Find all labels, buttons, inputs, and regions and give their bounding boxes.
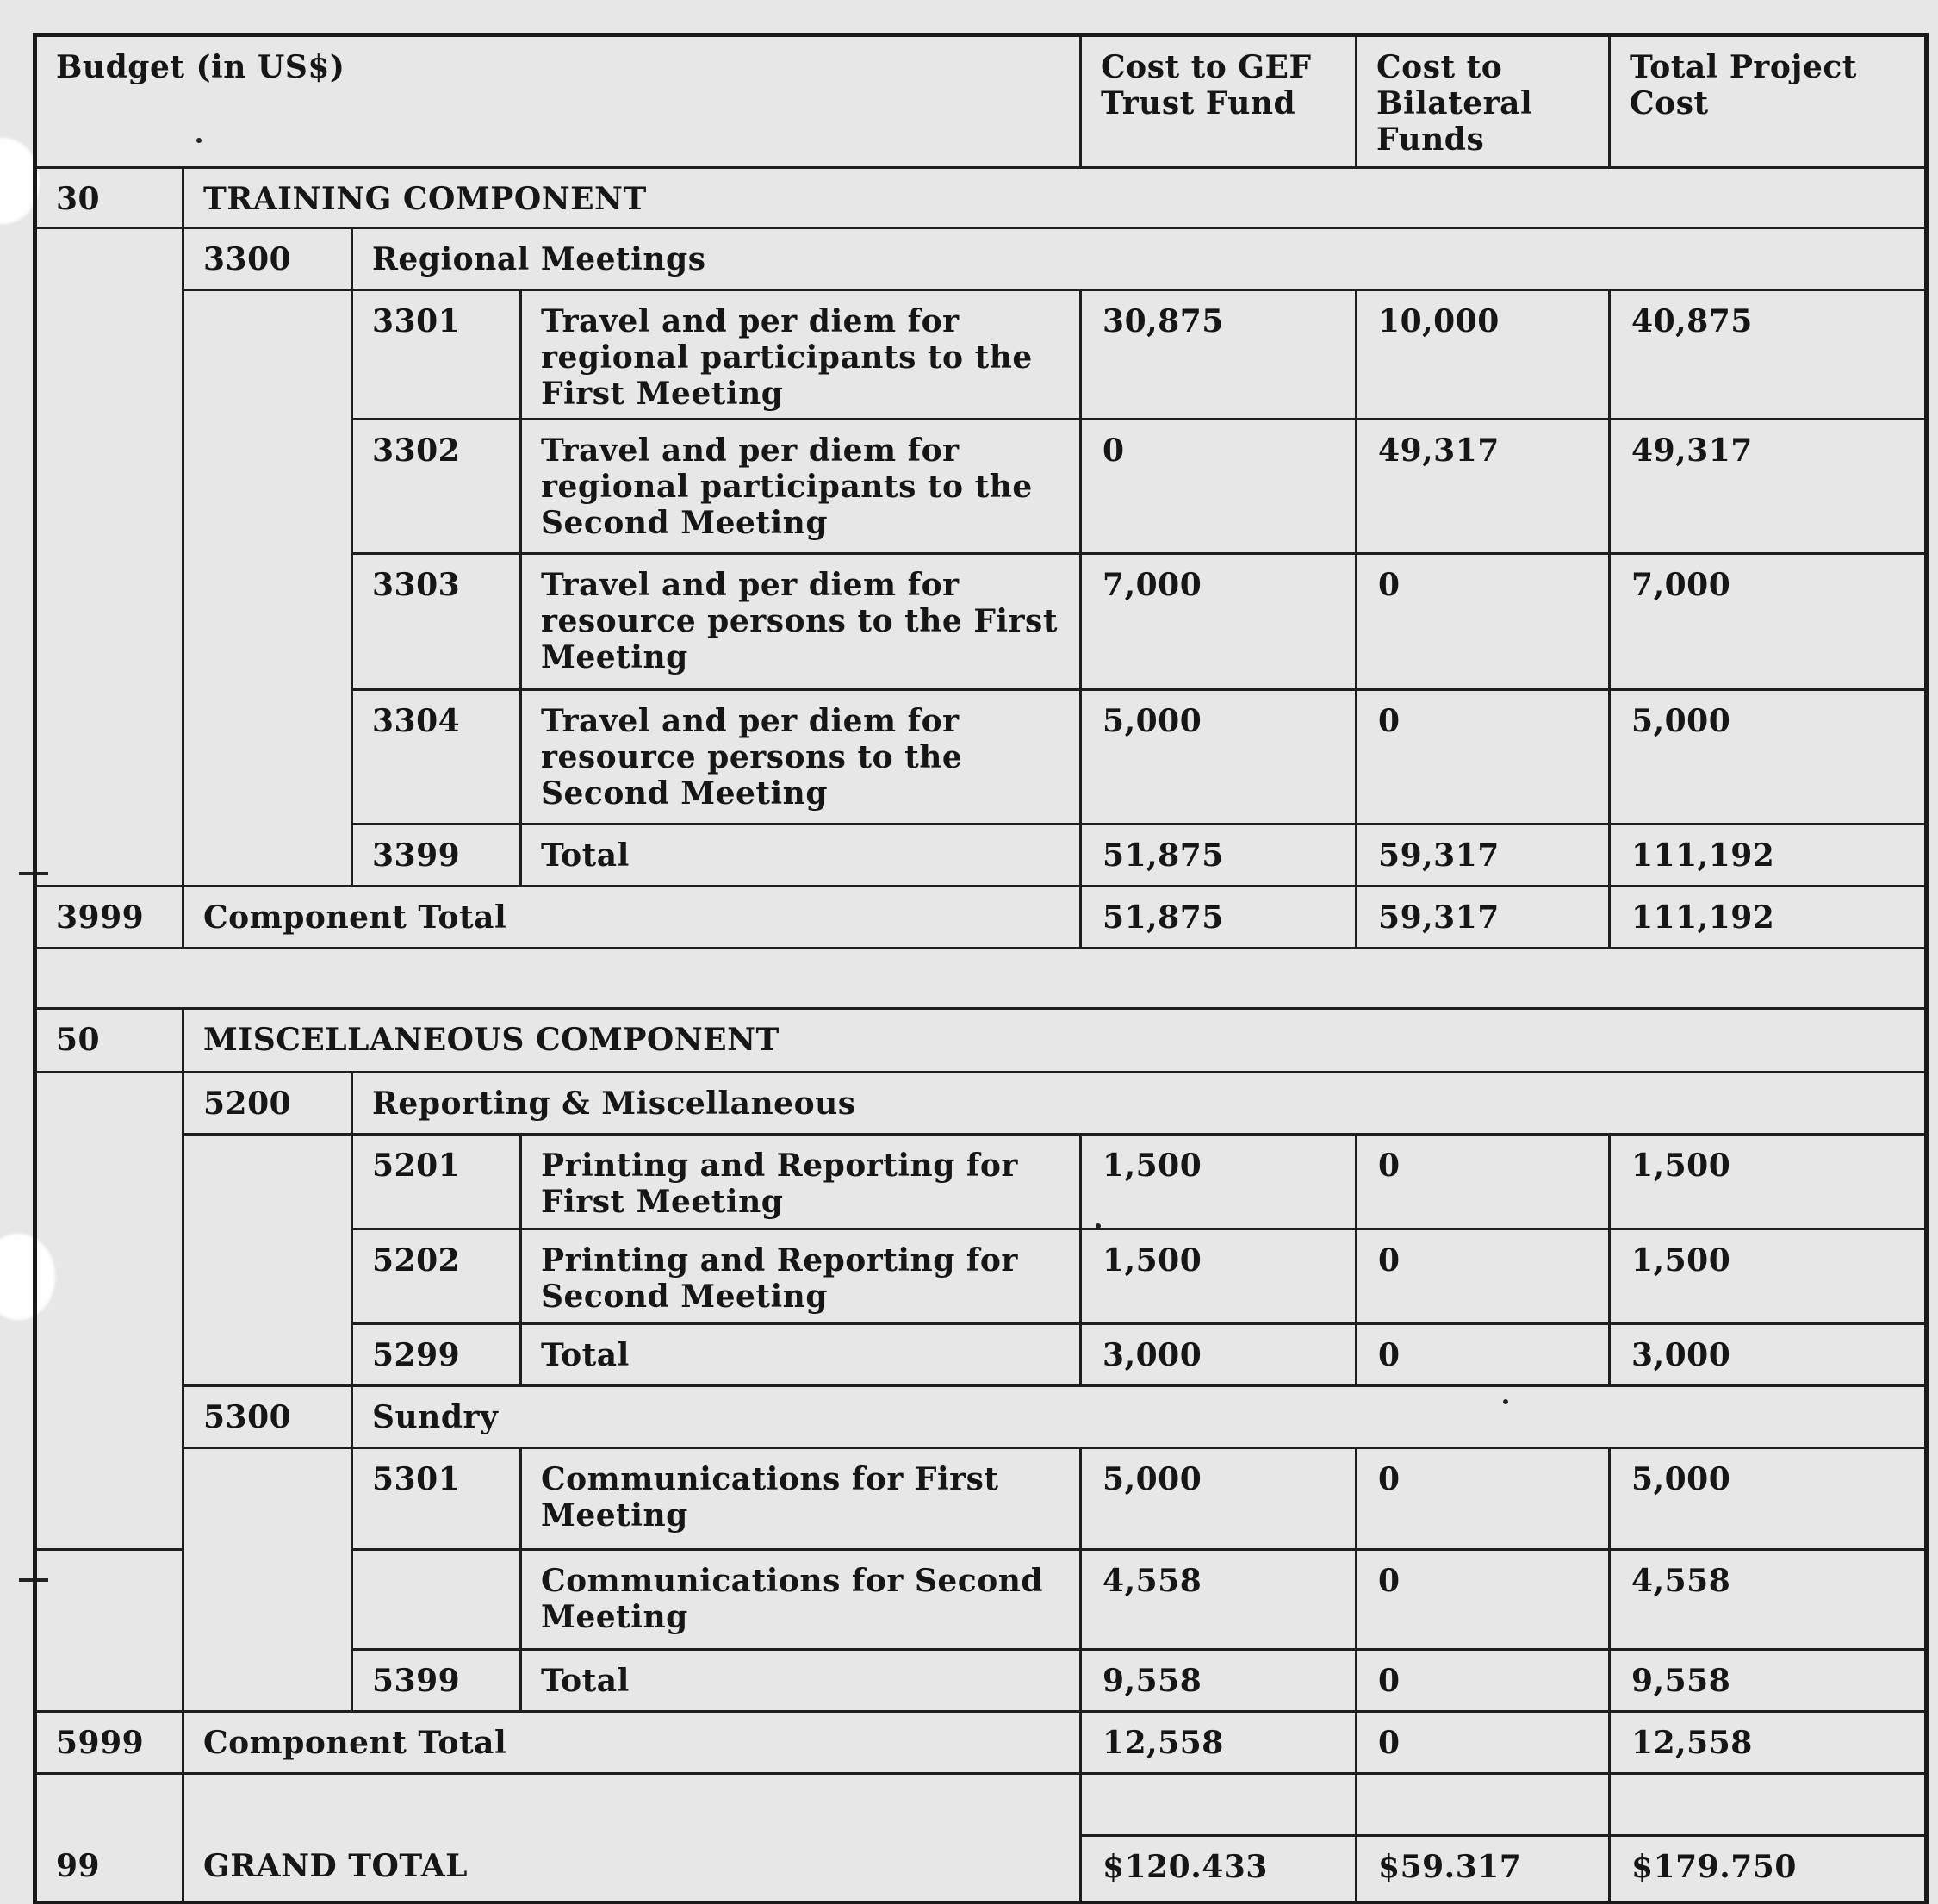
- subcomponent-title: Sundry: [352, 1386, 1927, 1448]
- column-header-gef: Cost to GEF Trust Fund: [1081, 35, 1357, 168]
- component-total-code: 3999: [35, 887, 183, 949]
- budget-table: [33, 33, 1929, 1904]
- component-total-label: Component Total: [183, 1712, 1081, 1774]
- spacer-row: [35, 949, 1927, 1009]
- line-description: Communications for First Meeting: [521, 1448, 1081, 1550]
- cost-gef: $120.433: [1081, 1836, 1357, 1903]
- cost-gef: 5,000: [1081, 690, 1357, 824]
- table-row: [35, 290, 1927, 420]
- component-total-label: Component Total: [183, 887, 1081, 949]
- cost-total: 40,875: [1610, 290, 1927, 420]
- subcomponent-row: [35, 1386, 1927, 1448]
- line-code: 3301: [352, 290, 521, 420]
- table-row: [35, 1229, 1927, 1324]
- cost-gef: 1,500: [1081, 1135, 1357, 1229]
- subcomponent-row: [35, 1073, 1927, 1135]
- cost-gef: 1,500: [1081, 1229, 1357, 1324]
- grand-total-row: [35, 1836, 1927, 1903]
- table-row: [35, 420, 1927, 554]
- cost-bilateral: 10,000: [1357, 290, 1610, 420]
- component-total-row: [35, 1712, 1927, 1774]
- subcomponent-title: Reporting & Miscellaneous: [352, 1073, 1927, 1135]
- table-header-row: [35, 35, 1927, 168]
- cost-total: 111,192: [1610, 824, 1927, 887]
- line-description: Travel and per diem for resource persons to the Second Meeting: [521, 690, 1081, 824]
- budget-title: Budget (in US$): [35, 35, 1081, 168]
- cost-total: 5,000: [1610, 1448, 1927, 1550]
- cost-gef: 12,558: [1081, 1712, 1357, 1774]
- subtotal-label: Total: [521, 1650, 1081, 1712]
- table-row: [35, 1448, 1927, 1550]
- component-title: TRAINING COMPONENT: [183, 168, 1927, 228]
- cost-gef: 4,558: [1081, 1550, 1357, 1650]
- cost-gef: 3,000: [1081, 1324, 1357, 1386]
- line-code: 3303: [352, 554, 521, 690]
- component-total-row: [35, 887, 1927, 949]
- cost-bilateral: $59.317: [1357, 1836, 1610, 1903]
- table-row: [35, 1135, 1927, 1229]
- line-code: 5299: [352, 1324, 521, 1386]
- cost-total: 1,500: [1610, 1229, 1927, 1324]
- line-description: Travel and per diem for resource persons to the First Meeting: [521, 554, 1081, 690]
- subcomponent-code: 5200: [183, 1073, 352, 1135]
- cost-total: 7,000: [1610, 554, 1927, 690]
- cost-bilateral: 49,317: [1357, 420, 1610, 554]
- component-row: [35, 1009, 1927, 1073]
- line-description: Printing and Reporting for Second Meeting: [521, 1229, 1081, 1324]
- cost-bilateral: 0: [1357, 1550, 1610, 1650]
- cost-gef: 51,875: [1081, 824, 1357, 887]
- cost-gef: 7,000: [1081, 554, 1357, 690]
- cost-bilateral: 59,317: [1357, 824, 1610, 887]
- subtotal-row: [35, 1650, 1927, 1712]
- cost-total: 9,558: [1610, 1650, 1927, 1712]
- grand-total-label: GRAND TOTAL: [183, 1836, 1081, 1903]
- subcomponent-row: [35, 228, 1927, 290]
- cost-total: $179.750: [1610, 1836, 1927, 1903]
- subtotal-label: Total: [521, 1324, 1081, 1386]
- subcomponent-code: 5300: [183, 1386, 352, 1448]
- grand-total-code: 99: [35, 1836, 183, 1903]
- cost-bilateral: 0: [1357, 1324, 1610, 1386]
- column-header-total: Total Project Cost: [1610, 35, 1927, 168]
- cost-total: 1,500: [1610, 1135, 1927, 1229]
- line-code: 3304: [352, 690, 521, 824]
- cost-bilateral: 0: [1357, 1448, 1610, 1550]
- cost-gef: 30,875: [1081, 290, 1357, 420]
- line-description: Travel and per diem for regional participants to the First Meeting: [521, 290, 1081, 420]
- cost-bilateral: 0: [1357, 554, 1610, 690]
- cost-total: 3,000: [1610, 1324, 1927, 1386]
- cost-gef: 9,558: [1081, 1650, 1357, 1712]
- line-code: 5201: [352, 1135, 521, 1229]
- cost-bilateral: 0: [1357, 1229, 1610, 1324]
- column-header-bilateral: Cost to Bilateral Funds: [1357, 35, 1610, 168]
- cost-bilateral: 0: [1357, 690, 1610, 824]
- cost-gef: 5,000: [1081, 1448, 1357, 1550]
- component-row: [35, 168, 1927, 228]
- cost-total: 49,317: [1610, 420, 1927, 554]
- cost-total: 12,558: [1610, 1712, 1927, 1774]
- subtotal-row: [35, 1324, 1927, 1386]
- spacer-row: [35, 1774, 1927, 1836]
- cost-bilateral: 0: [1357, 1650, 1610, 1712]
- line-code: 5202: [352, 1229, 521, 1324]
- line-code: [352, 1550, 521, 1650]
- cost-gef: 0: [1081, 420, 1357, 554]
- subcomponent-code: 3300: [183, 228, 352, 290]
- subtotal-row: [35, 824, 1927, 887]
- line-description: Travel and per diem for regional participants to the Second Meeting: [521, 420, 1081, 554]
- subcomponent-title: Regional Meetings: [352, 228, 1927, 290]
- line-description: Printing and Reporting for First Meeting: [521, 1135, 1081, 1229]
- line-code: 3302: [352, 420, 521, 554]
- table-row: [35, 690, 1927, 824]
- table-row: [35, 554, 1927, 690]
- component-total-code: 5999: [35, 1712, 183, 1774]
- component-code: 30: [35, 168, 183, 228]
- subtotal-label: Total: [521, 824, 1081, 887]
- cost-total: 111,192: [1610, 887, 1927, 949]
- cost-bilateral: 0: [1357, 1712, 1610, 1774]
- component-code: 50: [35, 1009, 183, 1073]
- line-code: 5399: [352, 1650, 521, 1712]
- cost-total: 4,558: [1610, 1550, 1927, 1650]
- cost-gef: 51,875: [1081, 887, 1357, 949]
- component-title: MISCELLANEOUS COMPONENT: [183, 1009, 1927, 1073]
- line-description: Communications for Second Meeting: [521, 1550, 1081, 1650]
- table-row: [35, 1550, 1927, 1650]
- cost-bilateral: 59,317: [1357, 887, 1610, 949]
- cost-bilateral: 0: [1357, 1135, 1610, 1229]
- line-code: 3399: [352, 824, 521, 887]
- cost-total: 5,000: [1610, 690, 1927, 824]
- line-code: 5301: [352, 1448, 521, 1550]
